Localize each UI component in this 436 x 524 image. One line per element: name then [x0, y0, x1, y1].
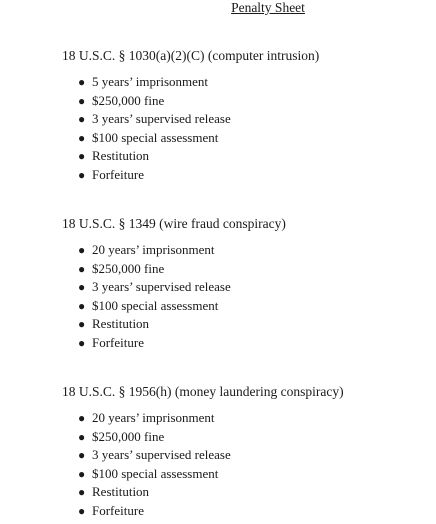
bullet-icon: ● — [78, 317, 86, 332]
page-title — [0, 0, 436, 16]
list-item — [62, 502, 422, 521]
list-item — [62, 260, 422, 279]
list-item-text: $250,000 fine — [92, 428, 165, 444]
list-item — [62, 465, 422, 484]
list-item — [62, 446, 422, 465]
section-heading: 18 U.S.C. § 1030(a)(2)(C) (computer intrusion) — [62, 48, 320, 63]
list-item-text: 3 years’ supervised release — [92, 111, 231, 127]
list-item — [62, 409, 422, 428]
list-item — [62, 110, 422, 129]
list-item — [62, 334, 422, 353]
list-item-text: 3 years’ supervised release — [92, 279, 231, 295]
list-item-text: Restitution — [92, 316, 150, 332]
bullet-icon: ● — [78, 503, 86, 518]
list-item — [62, 73, 422, 92]
bullet-icon: ● — [78, 298, 86, 313]
penalty-section-wire-fraud — [62, 216, 422, 353]
list-item — [62, 278, 422, 297]
list-item — [62, 315, 422, 334]
bullet-icon: ● — [78, 485, 86, 500]
list-item-text: $100 special assessment — [92, 465, 219, 481]
bullet-icon: ● — [78, 466, 86, 481]
list-item — [62, 428, 422, 447]
list-item-text: 20 years’ imprisonment — [92, 242, 215, 257]
bullet-icon: ● — [78, 130, 86, 145]
penalty-list — [62, 241, 422, 353]
list-item — [62, 166, 422, 185]
bullet-icon: ● — [78, 261, 86, 276]
bullet-icon: ● — [78, 411, 86, 425]
section-heading: 18 U.S.C. § 1956(h) (money laundering conspiracy) — [62, 384, 344, 399]
bullet-icon: ● — [78, 429, 86, 444]
list-item — [62, 483, 422, 502]
list-item — [62, 241, 422, 260]
list-item-text: 5 years’ imprisonment — [92, 74, 209, 89]
bullet-icon: ● — [78, 112, 86, 127]
list-item-text: Forfeiture — [92, 166, 144, 182]
list-item-text: $100 special assessment — [92, 129, 219, 145]
penalty-list — [62, 409, 422, 521]
section-heading: 18 U.S.C. § 1349 (wire fraud conspiracy) — [62, 216, 286, 231]
page-title-text: Penalty Sheet — [231, 0, 305, 15]
bullet-icon: ● — [78, 75, 86, 89]
list-item-text: Forfeiture — [92, 334, 144, 350]
list-item-text: Restitution — [92, 148, 150, 164]
list-item — [62, 147, 422, 166]
list-item — [62, 129, 422, 148]
bullet-icon: ● — [78, 448, 86, 463]
penalty-section-money-laundering — [62, 384, 422, 521]
bullet-icon: ● — [78, 93, 86, 108]
bullet-icon: ● — [78, 335, 86, 350]
list-item — [62, 92, 422, 111]
list-item — [62, 297, 422, 316]
list-item-text: $250,000 fine — [92, 92, 165, 108]
list-item-text: Forfeiture — [92, 502, 144, 518]
list-item-text: 3 years’ supervised release — [92, 447, 231, 463]
list-item-text: $250,000 fine — [92, 260, 165, 276]
list-item-text: $100 special assessment — [92, 297, 219, 313]
list-item-text: Restitution — [92, 484, 150, 500]
bullet-icon: ● — [78, 149, 86, 164]
list-item-text: 20 years’ imprisonment — [92, 410, 215, 425]
bullet-icon: ● — [78, 280, 86, 295]
penalty-section-computer-intrusion — [62, 48, 422, 185]
bullet-icon: ● — [78, 167, 86, 182]
penalty-list — [62, 73, 422, 185]
bullet-icon: ● — [78, 243, 86, 257]
